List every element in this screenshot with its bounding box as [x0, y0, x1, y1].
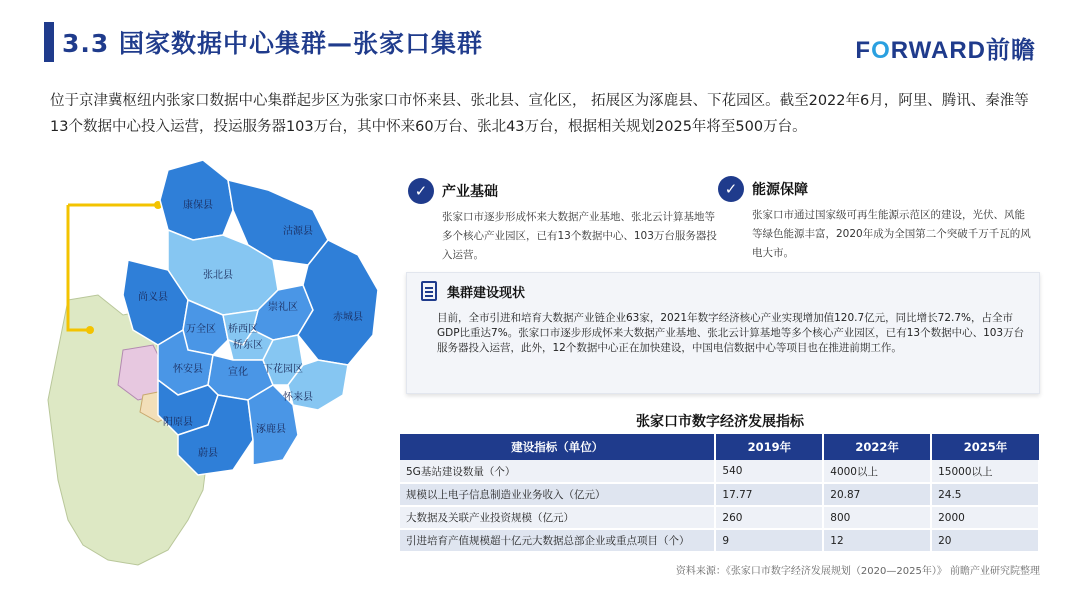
table-cell: 引进培育产值规模超十亿元大数据总部企业或重点项目（个） — [400, 529, 715, 552]
label-wanquan: 万全区 — [186, 324, 216, 335]
table-cell: 4000以上 — [823, 460, 931, 483]
table-cell: 12 — [823, 529, 931, 552]
checkmark-icon: ✓ — [718, 176, 744, 202]
feature-energy — [718, 176, 1038, 266]
table-header-cell: 2025年 — [931, 434, 1039, 460]
table-header-cell: 2022年 — [823, 434, 931, 460]
page-title: 3.3 国家数据中心集群—张家口集群 — [62, 29, 483, 58]
label-kangbao: 康保县 — [183, 200, 213, 211]
label-zhangbei: 张北县 — [203, 270, 233, 281]
table-header-row — [400, 434, 1039, 460]
table-row — [400, 506, 1039, 529]
label-shangyi: 尚义县 — [138, 292, 168, 303]
table-cell: 2000 — [931, 506, 1039, 529]
table-row — [400, 460, 1039, 483]
table-cell: 15000以上 — [931, 460, 1039, 483]
source-note: 资料来源：《张家口市数字经济发展规划（2020—2025年）》 前瞻产业研究院整理 — [675, 566, 1040, 577]
label-xuanhua: 宣化 — [228, 367, 248, 378]
table-cell: 20 — [931, 529, 1039, 552]
table-cell: 5G基站建设数量（个） — [400, 460, 715, 483]
table-cell: 540 — [715, 460, 823, 483]
title-accent-bar — [44, 22, 54, 62]
locator-dot — [86, 326, 94, 334]
table-header-cell: 2019年 — [715, 434, 823, 460]
table-cell: 17.77 — [715, 483, 823, 506]
table-cell: 24.5 — [931, 483, 1039, 506]
table-cell: 9 — [715, 529, 823, 552]
feature-body: 张家口市逐步形成怀来大数据产业基地、张北云计算基地等多个核心产业园区，已有13个数据中心、103万台服务器投入运营。 — [442, 211, 717, 261]
feature-title: 产业基础 — [442, 184, 498, 200]
panel-body: 目前，全市引进和培育大数据产业链企业63家，2021年数字经济核心产业实现增加值120.7亿元，同比增长72.7%，占全市GDP比重达7%。张家口市逐步形成怀来大数据产业基地、张北云计算基地等多个核心产业园区，已有13个数据中心、103万台服务器投入运营，此外，12个数据中心正在加快建设，中国电信数据中心等项目也在推进前期工作。 — [437, 312, 1025, 354]
forward-logo: FORWARD前瞻 — [855, 37, 1036, 64]
label-zhuolu: 涿鹿县 — [256, 424, 286, 435]
feature-industry-base — [408, 178, 728, 268]
table-header-cell: 建设指标（单位） — [400, 434, 715, 460]
label-chicheng: 赤城县 — [333, 312, 363, 323]
table-row — [400, 529, 1039, 552]
table-cell: 20.87 — [823, 483, 931, 506]
label-chongli: 崇礼区 — [268, 302, 298, 313]
label-guyuan: 沽源县 — [283, 226, 313, 237]
label-yangyuan: 阳原县 — [163, 417, 193, 428]
label-xiahuayuan: 下花园区 — [263, 364, 303, 375]
zhangjiakou-map — [28, 150, 408, 570]
table-title: 张家口市数字经济发展指标 — [636, 414, 804, 430]
intro-paragraph: 位于京津冀枢纽内张家口数据中心集群起步区为张家口市怀来县、张北县、宣化区， 拓展区为涿鹿县、下花园区。截至2022年6月，阿里、腾讯、秦淮等13个数据中心投入运营，投运服务器103万台，其中怀来60万台、张北43万台，根据相关规划2025年将至500万台。 — [50, 93, 1029, 135]
feature-title: 能源保障 — [752, 182, 808, 198]
table-cell: 规模以上电子信息制造业业务收入（亿元） — [400, 483, 715, 506]
table-cell: 260 — [715, 506, 823, 529]
checkmark-icon: ✓ — [408, 178, 434, 204]
panel-title: 集群建设现状 — [447, 286, 526, 301]
label-qiaoxi: 桥西区 — [228, 324, 258, 335]
table-cell: 大数据及关联产业投资规模（亿元） — [400, 506, 715, 529]
indicator-table — [400, 434, 1040, 553]
feature-body: 张家口市通过国家级可再生能源示范区的建设，光伏、风能等绿色能源丰富，2020年成为全国第二个突破千万千瓦的风电大市。 — [752, 209, 1031, 259]
cluster-status-panel — [406, 272, 1040, 394]
document-icon — [421, 281, 437, 301]
label-huailai: 怀来县 — [283, 392, 313, 403]
label-qiaodong: 桥东区 — [233, 340, 263, 351]
table-row — [400, 483, 1039, 506]
label-huaian: 怀安县 — [173, 364, 203, 375]
label-yuxian: 蔚县 — [198, 448, 218, 459]
table-cell: 800 — [823, 506, 931, 529]
